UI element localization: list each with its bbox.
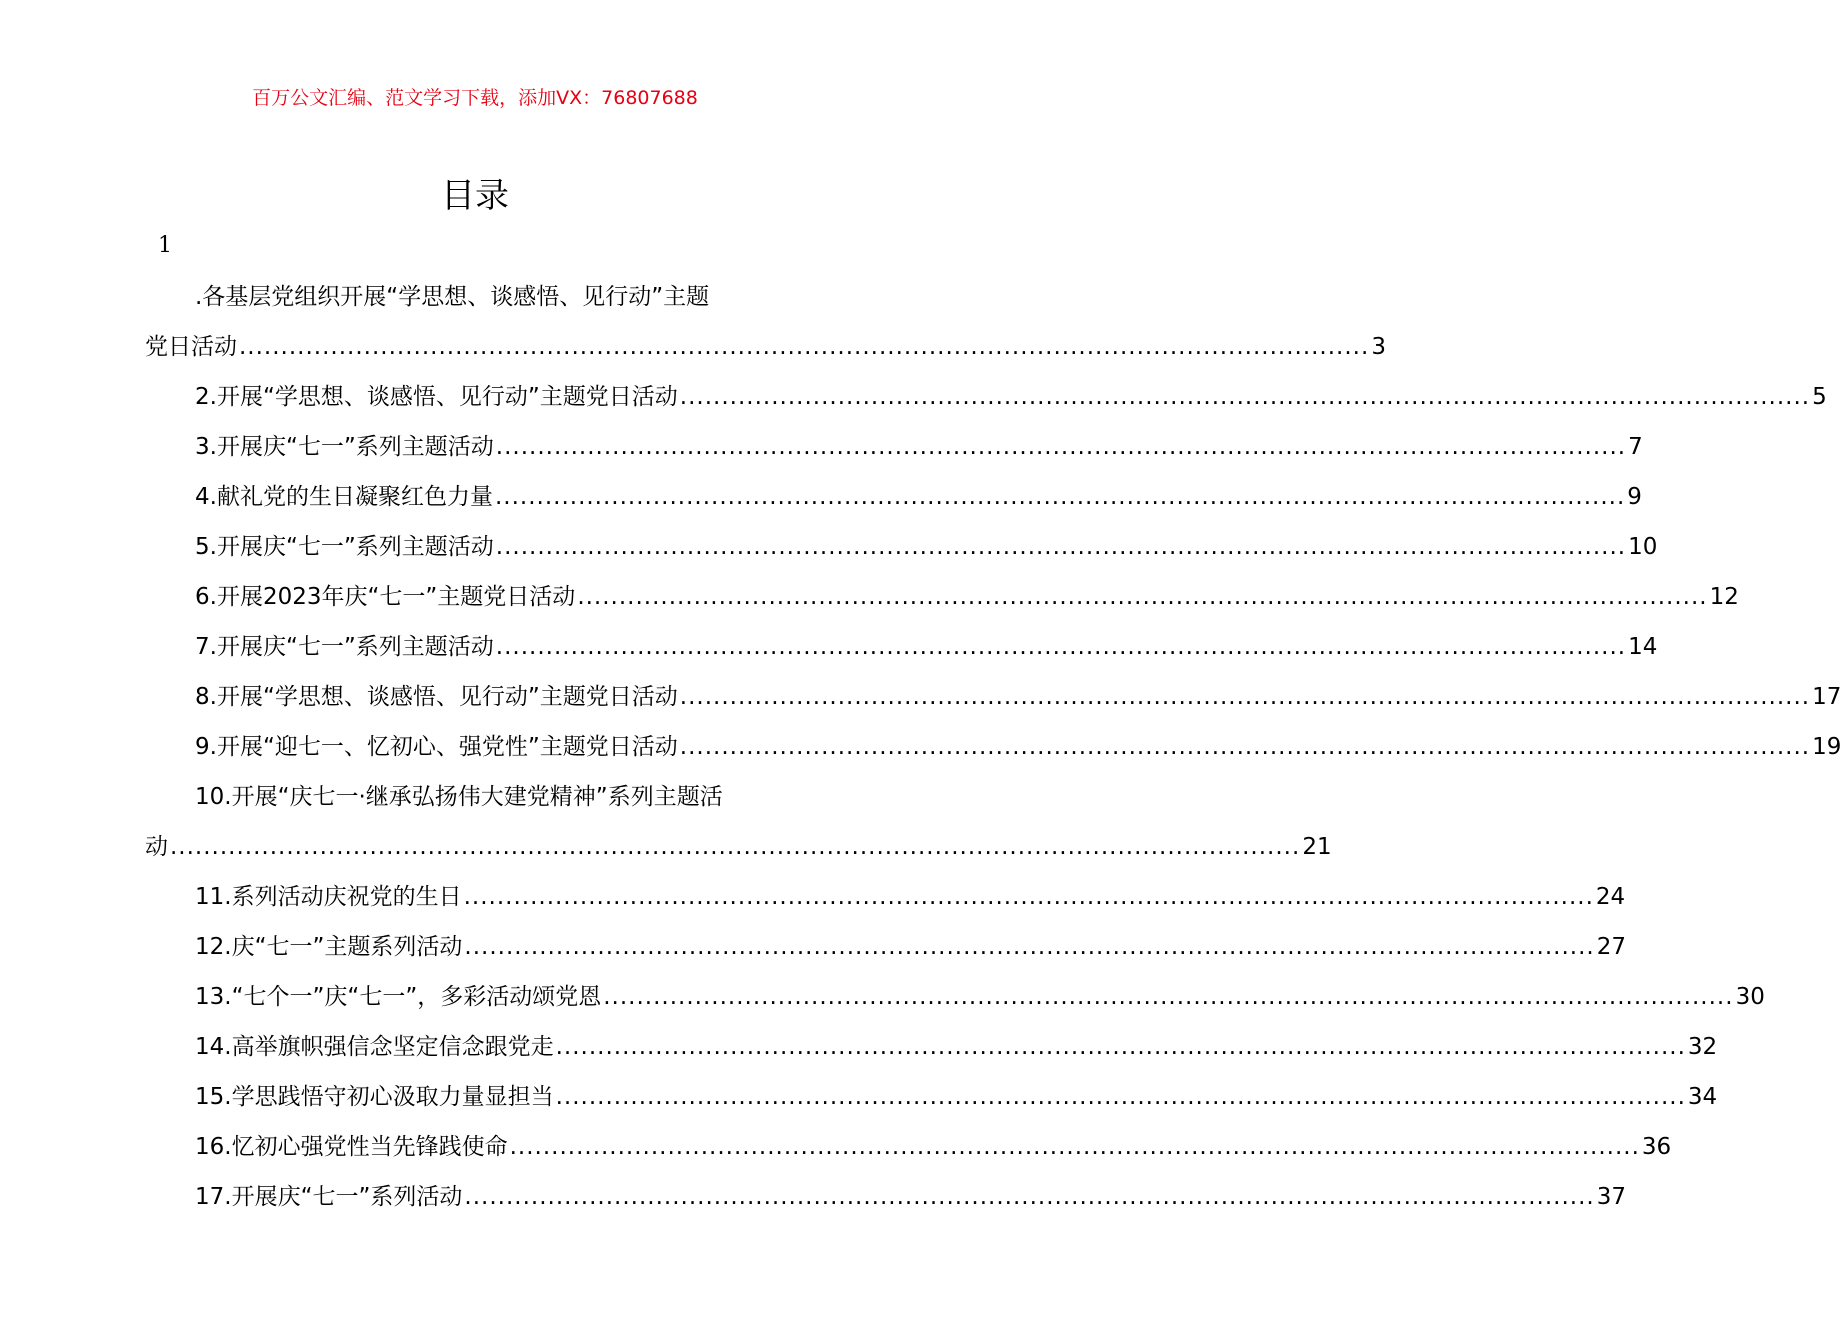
toc-entry-text: 12.庆“七一”主题系列活动: [195, 934, 463, 960]
toc-page-number: 12: [1709, 584, 1739, 610]
toc-entry-9[interactable]: [145, 722, 1841, 772]
toc-entry-3[interactable]: [145, 422, 1643, 472]
toc-page-number: 32: [1687, 1034, 1718, 1060]
toc-entry-15[interactable]: [145, 1072, 1718, 1122]
toc-entry-text: 5.开展庆“七一”系列主题活动: [195, 534, 494, 560]
promo-header-note: 百万公文汇编、范文学习下载，添加VX：76807688: [252, 87, 698, 109]
toc-entry-text: 11.系列活动庆祝党的生日: [195, 884, 462, 910]
dot-leader: ........................................................................................................................................: [577, 584, 1708, 610]
toc-entry-16[interactable]: [145, 1122, 1672, 1172]
toc-page-number: 27: [1596, 934, 1627, 960]
toc-page-number: 24: [1595, 884, 1626, 910]
toc-entry-text: 9.开展“迎七一、忆初心、强党性”主题党日活动: [195, 734, 678, 760]
toc-page-number: 9: [1627, 484, 1642, 510]
toc-entry-1-line2[interactable]: [145, 322, 1386, 372]
toc-entry-text: 2.开展“学思想、谈感悟、见行动”主题党日活动: [195, 384, 678, 410]
table-of-contents: [145, 272, 1841, 1222]
toc-entry-text: 4.献礼党的生日凝聚红色力量: [195, 484, 493, 510]
toc-page-number: 5: [1812, 384, 1827, 410]
toc-entry-text: 党日活动: [145, 334, 237, 360]
toc-entry-text: 13.“七个一”庆“七一”，多彩活动颂党恩: [195, 984, 602, 1010]
toc-page-number: 3: [1371, 334, 1386, 360]
toc-entry-text: 动: [145, 834, 168, 860]
toc-page-number: 36: [1641, 1134, 1672, 1160]
dot-leader: ........................................................................................................................................: [679, 384, 1811, 410]
toc-entry-11[interactable]: [145, 872, 1626, 922]
toc-entry-text: 16.忆初心强党性当先锋践使命: [195, 1134, 508, 1160]
dot-leader: ........................................................................................................................................: [679, 734, 1811, 760]
toc-entry-text: 3.开展庆“七一”系列主题活动: [195, 434, 494, 460]
toc-entry-17[interactable]: [145, 1172, 1627, 1222]
toc-entry-2[interactable]: [145, 372, 1827, 422]
page-title: 目录: [441, 176, 509, 216]
toc-page-number: 14: [1628, 634, 1658, 660]
dot-leader: ........................................................................................................................................: [495, 534, 1627, 560]
dot-leader: ........................................................................................................................................: [555, 1084, 1686, 1110]
toc-entry-text: 17.开展庆“七一”系列活动: [195, 1184, 463, 1210]
dot-leader: ........................................................................................................................................: [464, 934, 1595, 960]
dot-leader: ........................................................................................................................................: [170, 834, 1301, 860]
toc-page-number: 10: [1628, 534, 1658, 560]
toc-page-number: 34: [1687, 1084, 1718, 1110]
toc-entry-text: .各基层党组织开展“学思想、谈感悟、见行动”主题: [195, 284, 710, 310]
toc-entry-14[interactable]: [145, 1022, 1718, 1072]
toc-entry-12[interactable]: [145, 922, 1627, 972]
dot-leader: ........................................................................................................................................: [495, 434, 1627, 460]
toc-entry-7[interactable]: [145, 622, 1658, 672]
dot-leader: ........................................................................................................................................: [495, 634, 1627, 660]
toc-entry-8[interactable]: [145, 672, 1841, 722]
toc-page-number: 21: [1302, 834, 1332, 860]
toc-entry-6[interactable]: [145, 572, 1739, 622]
dot-leader: ........................................................................................................................................: [494, 484, 1626, 510]
toc-page-number: 17: [1812, 684, 1841, 710]
toc-entry-text: 10.开展“庆七一·继承弘扬伟大建党精神”系列主题活: [195, 784, 723, 810]
toc-page-number: 7: [1628, 434, 1643, 460]
toc-entry-text: 15.学思践悟守初心汲取力量显担当: [195, 1084, 554, 1110]
toc-entry-text: 14.高举旗帜强信念坚定信念跟党走: [195, 1034, 554, 1060]
toc-entry-4[interactable]: [145, 472, 1642, 522]
toc-page-number: 37: [1596, 1184, 1627, 1210]
toc-entry-13[interactable]: [145, 972, 1765, 1022]
dot-leader: ........................................................................................................................................: [464, 1184, 1595, 1210]
toc-entry-text: 8.开展“学思想、谈感悟、见行动”主题党日活动: [195, 684, 678, 710]
toc-page-number: 19: [1812, 734, 1841, 760]
toc-entry-5[interactable]: [145, 522, 1658, 572]
toc-entry-10-line1[interactable]: [145, 772, 805, 822]
toc-entry-1-line1[interactable]: [145, 272, 805, 322]
toc-page-number: 30: [1735, 984, 1765, 1010]
toc-entry-text: 6.开展2023年庆“七一”主题党日活动: [195, 584, 576, 610]
dot-leader: ........................................................................................................................................: [555, 1034, 1686, 1060]
dot-leader: ........................................................................................................................................: [463, 884, 1594, 910]
page-mark: 1: [158, 233, 172, 258]
dot-leader: ........................................................................................................................................: [679, 684, 1811, 710]
toc-entry-10-line2[interactable]: [145, 822, 1332, 872]
dot-leader: ........................................................................................................................................: [239, 334, 1370, 360]
toc-entry-text: 7.开展庆“七一”系列主题活动: [195, 634, 494, 660]
dot-leader: ........................................................................................................................................: [509, 1134, 1640, 1160]
dot-leader: ........................................................................................................................................: [603, 984, 1734, 1010]
